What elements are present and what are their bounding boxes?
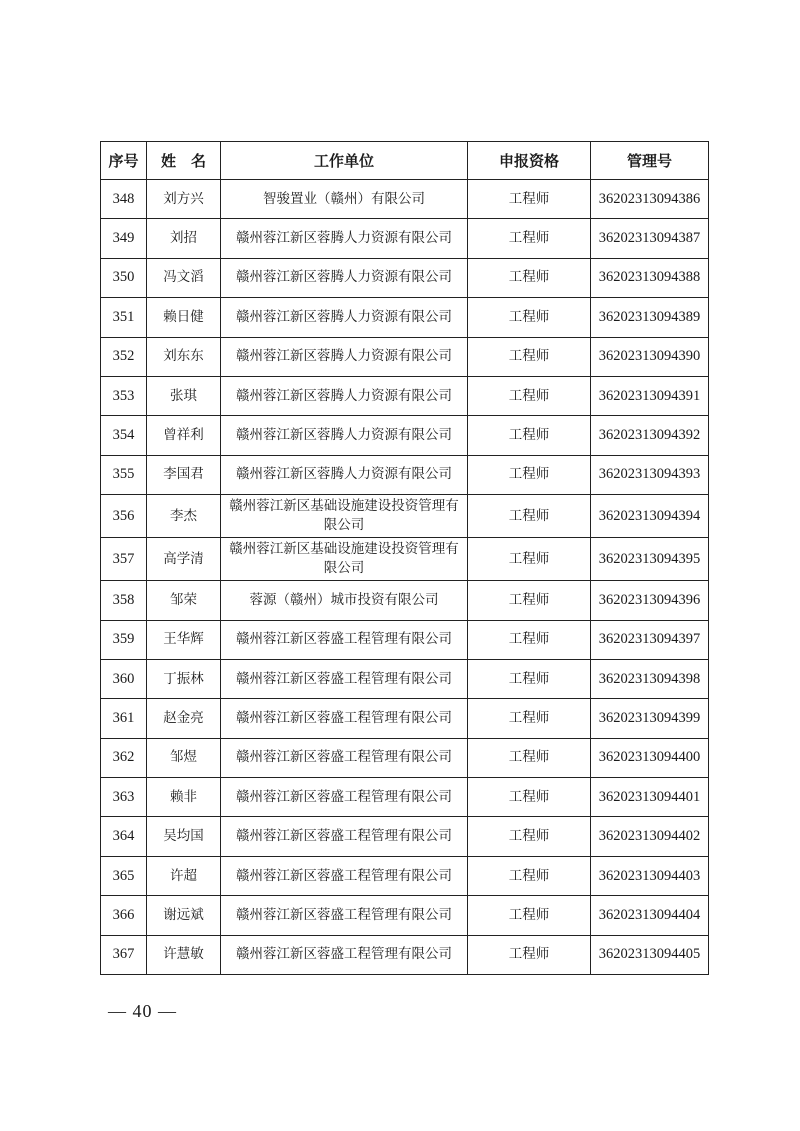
table-row <box>101 581 709 620</box>
cell-management-no: 36202313094405 <box>591 935 709 974</box>
table-row <box>101 495 709 538</box>
cell-serial: 359 <box>101 620 147 659</box>
cell-serial: 352 <box>101 337 147 376</box>
cell-name: 许慧敏 <box>147 935 221 974</box>
cell-qualification: 工程师 <box>468 298 591 337</box>
cell-qualification: 工程师 <box>468 538 591 581</box>
table-row <box>101 659 709 698</box>
table-header <box>101 142 709 180</box>
cell-work-unit: 赣州蓉江新区蓉盛工程管理有限公司 <box>221 935 468 974</box>
table-row <box>101 738 709 777</box>
cell-work-unit: 智骏置业（赣州）有限公司 <box>221 180 468 219</box>
cell-name: 谢远斌 <box>147 896 221 935</box>
table-row <box>101 455 709 494</box>
cell-name: 冯文滔 <box>147 258 221 297</box>
cell-work-unit: 赣州蓉江新区蓉盛工程管理有限公司 <box>221 896 468 935</box>
header-work-unit: 工作单位 <box>221 142 468 180</box>
header-row <box>101 142 709 180</box>
cell-qualification: 工程师 <box>468 376 591 415</box>
cell-work-unit: 赣州蓉江新区蓉盛工程管理有限公司 <box>221 856 468 895</box>
table-row <box>101 699 709 738</box>
cell-work-unit: 赣州蓉江新区蓉盛工程管理有限公司 <box>221 778 468 817</box>
cell-serial: 364 <box>101 817 147 856</box>
cell-serial: 357 <box>101 538 147 581</box>
cell-work-unit: 赣州蓉江新区蓉腾人力资源有限公司 <box>221 416 468 455</box>
cell-name: 李国君 <box>147 455 221 494</box>
cell-qualification: 工程师 <box>468 896 591 935</box>
cell-qualification: 工程师 <box>468 416 591 455</box>
cell-work-unit: 蓉源（赣州）城市投资有限公司 <box>221 581 468 620</box>
page-number: — 40 — <box>108 1001 177 1021</box>
cell-name: 王华辉 <box>147 620 221 659</box>
cell-serial: 365 <box>101 856 147 895</box>
cell-management-no: 36202313094394 <box>591 495 709 538</box>
cell-name: 张琪 <box>147 376 221 415</box>
cell-management-no: 36202313094393 <box>591 455 709 494</box>
cell-serial: 353 <box>101 376 147 415</box>
cell-qualification: 工程师 <box>468 699 591 738</box>
cell-serial: 354 <box>101 416 147 455</box>
header-name: 姓 名 <box>147 142 221 180</box>
table-row <box>101 258 709 297</box>
cell-name: 赖非 <box>147 778 221 817</box>
table-row <box>101 219 709 258</box>
header-serial: 序号 <box>101 142 147 180</box>
cell-work-unit: 赣州蓉江新区蓉腾人力资源有限公司 <box>221 219 468 258</box>
cell-name: 曾祥利 <box>147 416 221 455</box>
cell-management-no: 36202313094390 <box>591 337 709 376</box>
cell-management-no: 36202313094396 <box>591 581 709 620</box>
cell-qualification: 工程师 <box>468 778 591 817</box>
cell-name: 刘招 <box>147 219 221 258</box>
cell-management-no: 36202313094395 <box>591 538 709 581</box>
table-body <box>101 180 709 975</box>
cell-name: 丁振林 <box>147 659 221 698</box>
cell-name: 李杰 <box>147 495 221 538</box>
cell-management-no: 36202313094400 <box>591 738 709 777</box>
table-row <box>101 778 709 817</box>
cell-serial: 362 <box>101 738 147 777</box>
cell-serial: 351 <box>101 298 147 337</box>
cell-qualification: 工程师 <box>468 455 591 494</box>
cell-management-no: 36202313094398 <box>591 659 709 698</box>
cell-name: 赖日健 <box>147 298 221 337</box>
cell-qualification: 工程师 <box>468 817 591 856</box>
cell-qualification: 工程师 <box>468 935 591 974</box>
cell-qualification: 工程师 <box>468 856 591 895</box>
cell-qualification: 工程师 <box>468 219 591 258</box>
table-row <box>101 620 709 659</box>
cell-name: 刘东东 <box>147 337 221 376</box>
cell-serial: 360 <box>101 659 147 698</box>
cell-qualification: 工程师 <box>468 495 591 538</box>
cell-serial: 366 <box>101 896 147 935</box>
cell-management-no: 36202313094386 <box>591 180 709 219</box>
cell-qualification: 工程师 <box>468 620 591 659</box>
table-row <box>101 376 709 415</box>
table-row <box>101 337 709 376</box>
cell-name: 邹荣 <box>147 581 221 620</box>
header-management-no: 管理号 <box>591 142 709 180</box>
cell-work-unit: 赣州蓉江新区基础设施建设投资管理有限公司 <box>221 538 468 581</box>
table-row <box>101 817 709 856</box>
cell-serial: 355 <box>101 455 147 494</box>
cell-serial: 367 <box>101 935 147 974</box>
table-row <box>101 180 709 219</box>
cell-work-unit: 赣州蓉江新区蓉盛工程管理有限公司 <box>221 699 468 738</box>
cell-qualification: 工程师 <box>468 180 591 219</box>
cell-work-unit: 赣州蓉江新区基础设施建设投资管理有限公司 <box>221 495 468 538</box>
cell-name: 许超 <box>147 856 221 895</box>
table-row <box>101 416 709 455</box>
cell-work-unit: 赣州蓉江新区蓉盛工程管理有限公司 <box>221 620 468 659</box>
cell-name: 邹煜 <box>147 738 221 777</box>
cell-work-unit: 赣州蓉江新区蓉腾人力资源有限公司 <box>221 258 468 297</box>
cell-serial: 350 <box>101 258 147 297</box>
cell-qualification: 工程师 <box>468 659 591 698</box>
cell-management-no: 36202313094404 <box>591 896 709 935</box>
roster-table-container <box>100 141 708 975</box>
table-row <box>101 935 709 974</box>
cell-management-no: 36202313094402 <box>591 817 709 856</box>
cell-qualification: 工程师 <box>468 337 591 376</box>
cell-work-unit: 赣州蓉江新区蓉腾人力资源有限公司 <box>221 298 468 337</box>
cell-management-no: 36202313094391 <box>591 376 709 415</box>
cell-name: 刘方兴 <box>147 180 221 219</box>
cell-work-unit: 赣州蓉江新区蓉盛工程管理有限公司 <box>221 659 468 698</box>
cell-management-no: 36202313094389 <box>591 298 709 337</box>
cell-qualification: 工程师 <box>468 738 591 777</box>
cell-management-no: 36202313094403 <box>591 856 709 895</box>
cell-qualification: 工程师 <box>468 258 591 297</box>
roster-table <box>100 141 709 975</box>
cell-work-unit: 赣州蓉江新区蓉腾人力资源有限公司 <box>221 376 468 415</box>
cell-serial: 349 <box>101 219 147 258</box>
cell-management-no: 36202313094387 <box>591 219 709 258</box>
table-row <box>101 856 709 895</box>
cell-management-no: 36202313094401 <box>591 778 709 817</box>
cell-name: 高学清 <box>147 538 221 581</box>
cell-qualification: 工程师 <box>468 581 591 620</box>
cell-management-no: 36202313094397 <box>591 620 709 659</box>
cell-work-unit: 赣州蓉江新区蓉盛工程管理有限公司 <box>221 817 468 856</box>
cell-serial: 358 <box>101 581 147 620</box>
cell-management-no: 36202313094399 <box>591 699 709 738</box>
cell-serial: 361 <box>101 699 147 738</box>
header-qualification: 申报资格 <box>468 142 591 180</box>
cell-work-unit: 赣州蓉江新区蓉腾人力资源有限公司 <box>221 337 468 376</box>
cell-work-unit: 赣州蓉江新区蓉盛工程管理有限公司 <box>221 738 468 777</box>
table-row <box>101 896 709 935</box>
cell-management-no: 36202313094388 <box>591 258 709 297</box>
cell-serial: 348 <box>101 180 147 219</box>
cell-management-no: 36202313094392 <box>591 416 709 455</box>
cell-serial: 363 <box>101 778 147 817</box>
table-row <box>101 298 709 337</box>
cell-name: 吴均国 <box>147 817 221 856</box>
cell-work-unit: 赣州蓉江新区蓉腾人力资源有限公司 <box>221 455 468 494</box>
table-row <box>101 538 709 581</box>
cell-serial: 356 <box>101 495 147 538</box>
cell-name: 赵金亮 <box>147 699 221 738</box>
